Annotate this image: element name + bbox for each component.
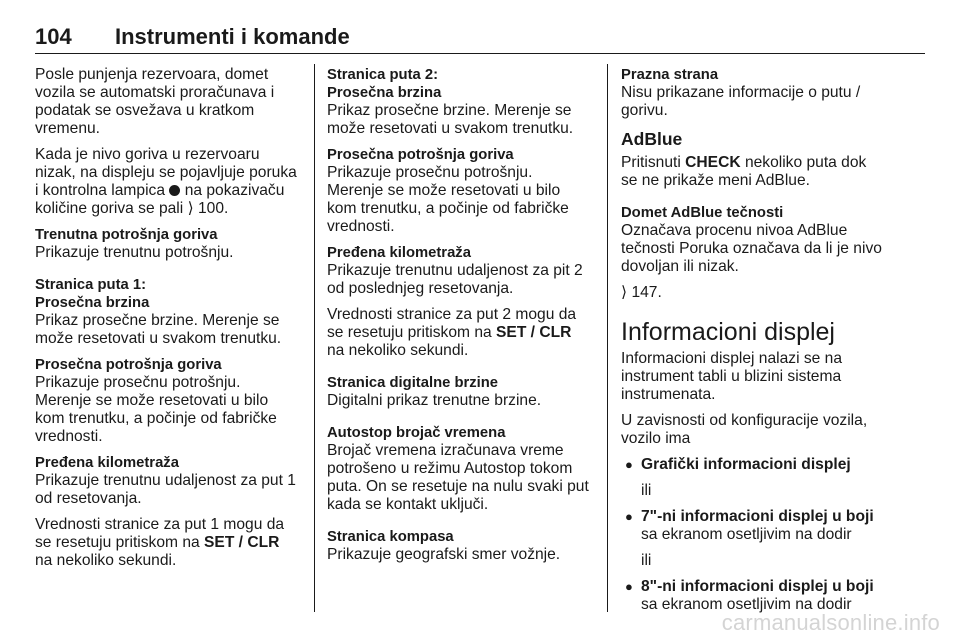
list-item: ● 8"-ni informacioni displej u boji sa ekranom osetljivim na dodir — [625, 578, 874, 613]
display-options-list — [621, 456, 887, 474]
paragraph: Prikazuje geografski smer vožnje. — [327, 546, 561, 563]
column-2 — [327, 66, 593, 572]
key-label: CHECK — [685, 154, 741, 171]
subheading: Prosečna brzina — [327, 85, 442, 101]
column-3 — [621, 66, 887, 622]
watermark: carmanualsonline.info — [721, 610, 940, 635]
column-divider — [314, 64, 315, 612]
paragraph: Prikaz prosečne brzine. Merenje se može resetovati u svakom trenutku. — [327, 102, 574, 137]
subheading: Prazna strana — [621, 67, 719, 83]
section-heading-info-display: Informacioni displej — [621, 318, 835, 346]
paragraph: Posle punjenja rezervoara, domet vozila se automatski proračunava i podatak se osvežava u kratkom vremenu. — [35, 66, 275, 137]
subheading: Stranica puta 2: — [327, 67, 439, 83]
bullet-icon: ● — [625, 509, 633, 524]
or-text: ili — [641, 552, 652, 569]
subheading: Prosečna potrošnja goriva — [327, 147, 514, 163]
subheading: Stranica kompasa — [327, 529, 454, 545]
paragraph: Vrednosti stranice za put 2 mogu da se resetuju pritiskom na SET / CLR na nekoliko sekundi. — [327, 306, 577, 359]
paragraph: Prikazuje trenutnu udaljenost za put 1 od resetovanja. — [35, 472, 296, 507]
paragraph: U zavisnosti od konfiguracije vozila, vozilo ima — [621, 412, 868, 447]
paragraph: Označava procenu nivoa AdBlue tečnosti Poruka označava da li je nivo dovoljan ili nizak. — [621, 222, 882, 275]
subheading: Stranica digitalne brzine — [327, 375, 499, 391]
paragraph — [621, 284, 887, 302]
subheading: Pređena kilometraža — [327, 245, 471, 261]
page-number: 104 — [35, 24, 72, 49]
list-item: ● Grafički informacioni displej — [625, 456, 851, 473]
paragraph: Prikazuje prosečnu potrošnju. Merenje se može resetovati u bilo kom trenutku, a počinje od fabričke vrednosti. — [327, 164, 569, 235]
section-heading-adblue: AdBlue — [621, 129, 683, 149]
page-header — [35, 24, 925, 52]
column-1 — [35, 66, 301, 578]
subheading: Prosečna potrošnja goriva — [35, 357, 222, 373]
bullet-icon: ● — [625, 457, 633, 472]
paragraph: Prikazuje trenutnu udaljenost za pit 2 od poslednjeg resetovanja. — [327, 262, 583, 297]
paragraph: Kada je nivo goriva u rezervoaru nizak, na displeju se pojavljuje poruka i kontrolna lampica na pokazivaču količine goriva se pali ⟩ 100. — [35, 146, 297, 217]
paragraph: Prikazuje prosečnu potrošnju. Merenje se može resetovati u bilo kom trenutku, a počinje od fabričke vrednosti. — [35, 374, 277, 445]
paragraph: Brojač vremena izračunava vreme potrošeno u režimu Autostop tokom puta. On se resetuje na nulu svaki put kada se kontakt uključi. — [327, 442, 589, 513]
subheading: Domet AdBlue tečnosti — [621, 205, 784, 221]
list-item: ● 7"-ni informacioni displej u boji sa ekranom osetljivim na dodir — [625, 508, 874, 543]
page-reference[interactable]: 100. — [198, 200, 229, 217]
subheading: Prosečna brzina — [35, 295, 150, 311]
subheading: Autostop brojač vremena — [327, 425, 506, 441]
page-ref-arrow-icon: ⟩ — [621, 284, 628, 301]
subheading: Stranica puta 1: — [35, 277, 147, 293]
paragraph: Pritisnuti CHECK nekoliko puta dok se ne prikaže meni AdBlue. — [621, 154, 867, 189]
paragraph: Nisu prikazane informacije o putu / gorivu. — [621, 84, 861, 119]
chapter-title: Instrumenti i komande — [115, 24, 350, 49]
header-rule — [35, 53, 925, 54]
paragraph: Informacioni displej nalazi se na instrument tabli u blizini sistema instrumenata. — [621, 350, 843, 403]
paragraph: Prikazuje trenutnu potrošnju. — [35, 244, 234, 261]
page-reference[interactable]: 147. — [631, 284, 662, 301]
column-divider — [607, 64, 608, 612]
bullet-icon: ● — [625, 579, 633, 594]
paragraph: Digitalni prikaz trenutne brzine. — [327, 392, 542, 409]
display-options-list — [621, 578, 887, 614]
subheading: Pređena kilometraža — [35, 455, 179, 471]
subheading: Trenutna potrošnja goriva — [35, 227, 218, 243]
paragraph: Prikaz prosečne brzine. Merenje se može resetovati u svakom trenutku. — [35, 312, 282, 347]
key-label: SET / CLR — [496, 324, 572, 341]
key-label: SET / CLR — [204, 534, 280, 551]
paragraph: Vrednosti stranice za put 1 mogu da se resetuju pritiskom na SET / CLR na nekoliko sekundi. — [35, 516, 285, 569]
page-ref-arrow-icon: ⟩ — [187, 200, 194, 217]
display-options-list — [621, 508, 887, 544]
warning-lamp-icon — [169, 185, 180, 196]
or-text: ili — [641, 482, 652, 499]
